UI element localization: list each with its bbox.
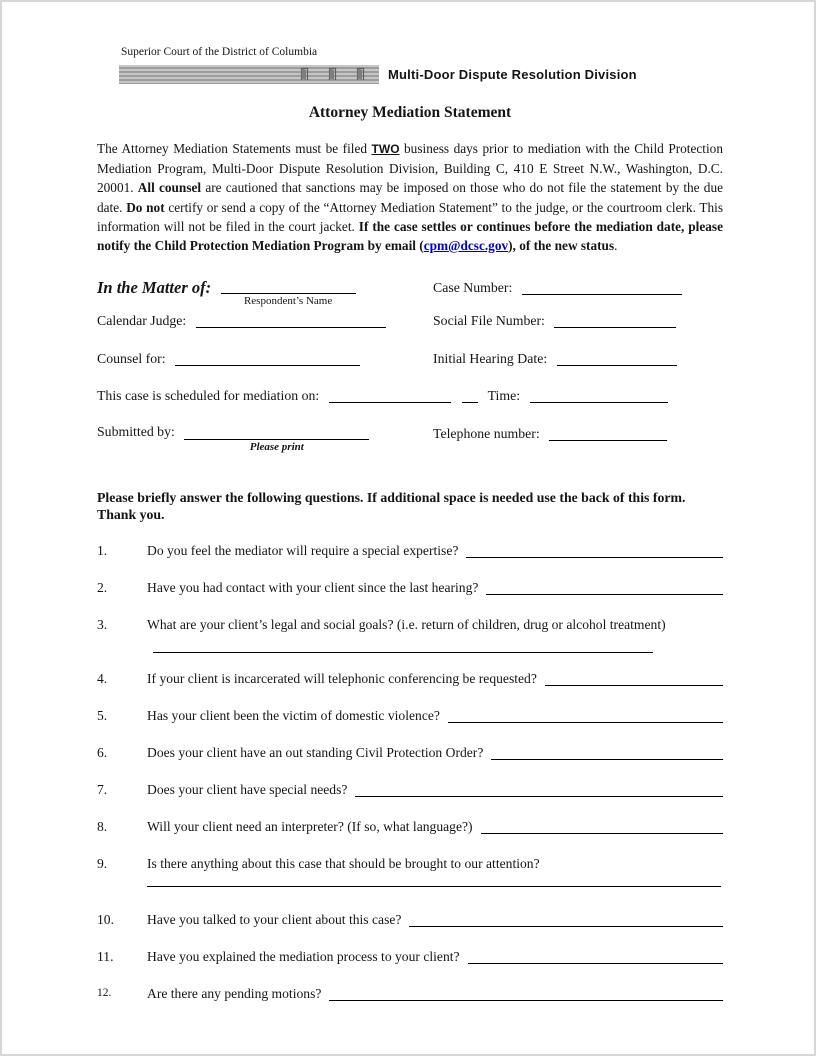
question-11-answer-blank[interactable] xyxy=(468,946,723,964)
telephone-number-blank[interactable] xyxy=(549,427,667,441)
question-number: 11. xyxy=(97,949,114,965)
door-icon xyxy=(300,67,309,81)
question-9-answer-blank[interactable] xyxy=(147,880,721,887)
telephone-number-label: Telephone number: xyxy=(433,426,540,442)
counsel-row xyxy=(97,349,723,367)
question-text: Will your client need an interpreter? (If so, what language?) xyxy=(147,819,473,835)
intro-text: certify or send a copy of the “Attorney Mediation Statement” to the judge, or the courtroom clerk. This information will not be filed in the court jacket. xyxy=(97,199,723,234)
page-content xyxy=(97,2,723,1020)
settlement-notice-text: If the case settles or continues before the mediation date, please notify the Child Protection Mediation Program by email ( xyxy=(97,218,724,254)
question-row-3 xyxy=(97,614,723,656)
counsel-for-blank[interactable] xyxy=(175,352,360,366)
intro-text: The Attorney Mediation Statements must be filed xyxy=(97,141,372,156)
intro-text: . xyxy=(614,238,618,254)
question-number: 5. xyxy=(97,708,108,724)
question-row-8 xyxy=(97,816,723,837)
social-file-number-blank[interactable] xyxy=(554,314,676,328)
door-icon xyxy=(356,67,365,81)
please-print-caption: Please print xyxy=(249,441,304,454)
question-1-answer-blank[interactable] xyxy=(466,540,723,558)
question-number: 4. xyxy=(97,671,108,687)
question-number: 8. xyxy=(97,819,108,835)
calendar-judge-blank[interactable] xyxy=(196,314,386,328)
matter-row xyxy=(97,278,723,307)
initial-hearing-date-blank[interactable] xyxy=(557,352,677,366)
question-2-answer-blank[interactable] xyxy=(486,577,723,595)
social-file-number-label: Social File Number: xyxy=(433,313,545,329)
question-12-answer-blank[interactable] xyxy=(329,983,723,1001)
question-row-2 xyxy=(97,577,723,598)
do-not-emphasis: Do not xyxy=(126,199,165,215)
question-text: Are there any pending motions? xyxy=(147,986,322,1002)
question-7-answer-blank[interactable] xyxy=(355,779,723,797)
intro-text: are cautioned that sanctions may be imposed on those who do not file the statement by the due date. xyxy=(97,180,723,215)
in-the-matter-label: In the Matter of: xyxy=(97,278,212,298)
question-text: Have you talked to your client about this case? xyxy=(147,912,402,928)
respondent-name-blank[interactable] xyxy=(221,278,356,294)
submitted-by-blank[interactable] xyxy=(184,424,369,440)
question-number: 7. xyxy=(97,782,108,798)
question-row-6 xyxy=(97,742,723,763)
division-header xyxy=(119,64,723,84)
question-text: Is there anything about this case that should be brought to our attention? xyxy=(147,856,540,872)
question-text: Does your client have an out standing Civil Protection Order? xyxy=(147,745,484,761)
question-text: Does your client have special needs? xyxy=(147,782,348,798)
judge-row xyxy=(97,311,723,329)
intro-paragraph xyxy=(97,139,723,255)
door-icon xyxy=(328,67,337,81)
question-8-answer-blank[interactable] xyxy=(481,816,723,834)
question-row-4 xyxy=(97,668,723,689)
mediation-date-short-blank[interactable] xyxy=(462,389,478,403)
question-number: 6. xyxy=(97,745,108,761)
question-text: Do you feel the mediator will require a special expertise? xyxy=(147,543,459,559)
question-number: 9. xyxy=(97,856,108,872)
question-number: 3. xyxy=(97,617,108,633)
question-row-7 xyxy=(97,779,723,800)
question-3-answer-blank[interactable] xyxy=(153,639,653,653)
question-number: 2. xyxy=(97,580,108,596)
question-row-12 xyxy=(97,983,723,1004)
question-4-answer-blank[interactable] xyxy=(545,668,723,686)
question-text: Have you explained the mediation process to your client? xyxy=(147,949,460,965)
question-5-answer-blank[interactable] xyxy=(448,705,723,723)
email-link[interactable]: cpm@dcsc.gov xyxy=(423,238,509,254)
court-name: Superior Court of the District of Columbia xyxy=(121,46,318,58)
question-row-1 xyxy=(97,540,723,561)
respondent-name-caption: Respondent’s Name xyxy=(243,295,333,308)
time-label: Time: xyxy=(487,388,521,404)
settlement-notice-text: ), of the new status xyxy=(508,238,615,254)
questions-list xyxy=(97,540,723,1004)
case-number-blank[interactable] xyxy=(522,281,682,295)
two-emphasis: TWO xyxy=(371,142,400,156)
question-row-11 xyxy=(97,946,723,967)
question-text: Has your client been the victim of domestic violence? xyxy=(147,708,440,724)
intro-text: business days prior to mediation with the Child Protection Mediation Program, Multi-Door Dispute Resolution Division, Building C, 410 E Street N.W., Washington, D.C. 20001. xyxy=(97,141,723,196)
division-banner xyxy=(119,65,379,84)
submitted-by-label: Submitted by: xyxy=(97,424,175,440)
question-text: If your client is incarcerated will telephonic conferencing be requested? xyxy=(147,671,537,687)
question-number: 10. xyxy=(97,912,114,928)
question-text: Have you had contact with your client since the last hearing? xyxy=(147,580,479,596)
question-number: 1. xyxy=(97,543,108,559)
question-number: 12. xyxy=(97,987,112,1000)
submitted-row xyxy=(97,424,723,453)
mediation-date-blank[interactable] xyxy=(329,389,451,403)
questions-instructions: Please briefly answer the following questions. If additional space is needed use the back of this form. Thank you. xyxy=(97,490,686,523)
question-row-10 xyxy=(97,909,723,930)
counsel-for-label: Counsel for: xyxy=(97,351,166,367)
case-number-label: Case Number: xyxy=(433,280,513,296)
division-title: Multi-Door Dispute Resolution Division xyxy=(388,66,637,82)
initial-hearing-date-label: Initial Hearing Date: xyxy=(433,351,548,367)
all-counsel-emphasis: All counsel xyxy=(137,180,202,196)
calendar-judge-label: Calendar Judge: xyxy=(97,313,187,329)
mediation-scheduled-label: This case is scheduled for mediation on: xyxy=(97,388,320,404)
case-info-section xyxy=(97,278,723,453)
question-10-answer-blank[interactable] xyxy=(409,909,723,927)
question-row-5 xyxy=(97,705,723,726)
question-row-9 xyxy=(97,853,723,887)
question-text: What are your client’s legal and social goals? (i.e. return of children, drug or alcohol treatment) xyxy=(147,617,666,633)
question-6-answer-blank[interactable] xyxy=(491,742,723,760)
page-title: Attorney Mediation Statement xyxy=(308,104,512,121)
mediation-time-blank[interactable] xyxy=(530,389,668,403)
mediation-schedule-row xyxy=(97,386,723,404)
